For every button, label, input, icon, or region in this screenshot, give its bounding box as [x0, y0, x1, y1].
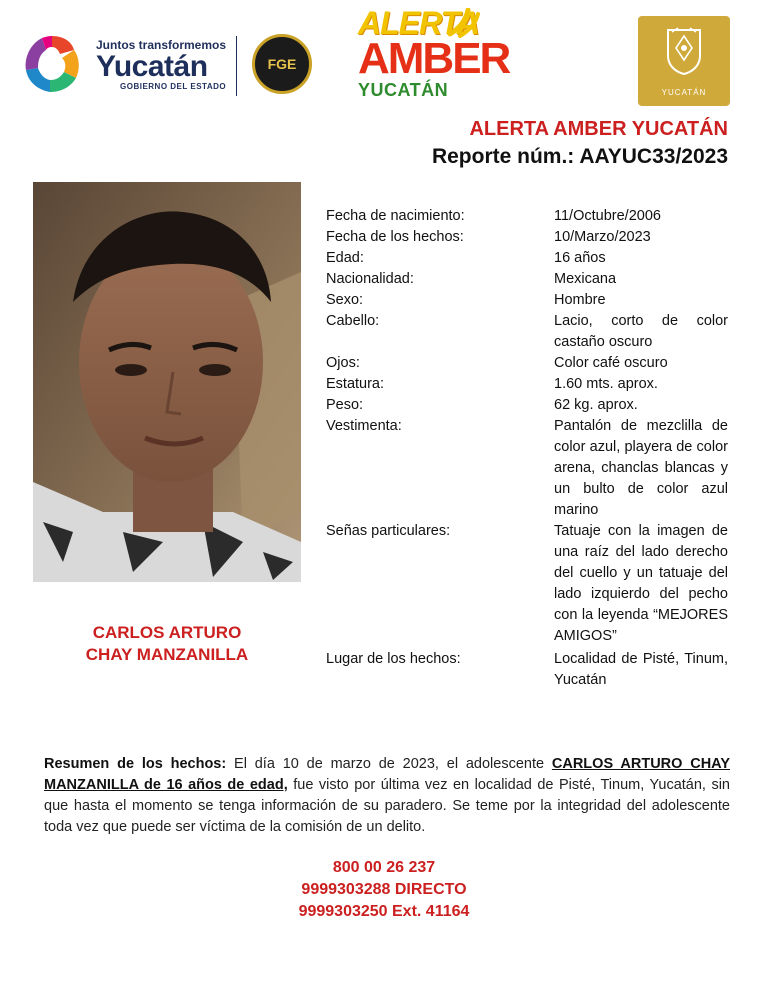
yucatan-colorful-mark-icon — [20, 32, 84, 96]
detail-label: Lugar de los hechos: — [326, 651, 461, 667]
detail-row-hair — [326, 311, 728, 353]
amber-logo-line2: AMBER — [358, 34, 510, 83]
summary-label: Resumen de los hechos: — [44, 756, 227, 772]
logo-divider — [236, 36, 237, 96]
yucatan-slogan: Juntos transformemos — [96, 38, 227, 52]
detail-label: Nacionalidad: — [326, 271, 414, 287]
detail-row-weight — [326, 395, 728, 416]
yucatan-state-shield-logo — [638, 16, 730, 106]
coat-of-arms-icon — [664, 26, 704, 76]
case-summary — [44, 754, 730, 838]
detail-label: Vestimenta: — [326, 418, 402, 434]
person-details — [326, 206, 728, 691]
detail-value: 10/Marzo/2023 — [554, 229, 651, 245]
detail-row-birthdate — [326, 206, 728, 227]
detail-label: Estatura: — [326, 376, 385, 392]
detail-value: 16 años — [554, 250, 606, 266]
detail-value: Lacio, corto de color castaño oscuro — [554, 313, 728, 350]
yucatan-text-block — [96, 38, 226, 91]
amber-logo-line1: ALERTA — [358, 5, 479, 41]
summary-highlight: CARLOS ARTURO CHAY MANZANILLA de 16 años de edad, — [44, 756, 730, 793]
detail-value: 62 kg. aprox. — [554, 397, 638, 413]
alert-title: ALERTA AMBER YUCATÁN — [469, 118, 728, 140]
detail-value: Pantalón de mezclilla de color azul, playera de color arena, chanclas blancas y un bulto de color azul marino — [554, 418, 728, 518]
missing-person-photo — [33, 182, 301, 582]
detail-label: Fecha de los hechos: — [326, 229, 464, 245]
detail-label: Cabello: — [326, 313, 380, 329]
contact-toll-free: 800 00 26 237 — [332, 859, 436, 876]
detail-value: Mexicana — [554, 271, 617, 287]
detail-row-clothing — [326, 416, 728, 521]
detail-row-event-location — [326, 649, 728, 691]
detail-value: Hombre — [554, 292, 606, 308]
alerta-amber-logo — [358, 5, 510, 113]
detail-value: Tatuaje con la imagen de una raíz del lado derecho del cuello y un tatuaje del lado izquierdo del pecho con la leyenda “MEJORES AMIGOS” — [554, 523, 728, 644]
detail-label: Edad: — [326, 250, 364, 266]
detail-row-age — [326, 248, 728, 269]
portrait-image — [33, 182, 301, 582]
detail-label: Señas particulares: — [326, 523, 451, 539]
detail-row-eyes — [326, 353, 728, 374]
detail-row-event-date — [326, 227, 728, 248]
fge-label: FGE — [267, 56, 297, 72]
fge-seal-icon — [252, 34, 312, 94]
amber-logo-line3: YUCATÁN — [358, 80, 449, 100]
yucatan-name: Yucatán — [96, 50, 208, 83]
name-line1: CARLOS ARTURO — [92, 623, 242, 642]
detail-label: Sexo: — [326, 292, 364, 308]
detail-row-distinguishing-marks — [326, 521, 728, 647]
detail-value: Color café oscuro — [554, 355, 668, 371]
detail-label: Ojos: — [326, 355, 360, 371]
yucatan-government-logo — [20, 32, 320, 102]
missing-person-name — [33, 622, 301, 666]
summary-text-start: El día 10 de marzo de 2023, el adolescente — [226, 756, 552, 772]
detail-row-sex — [326, 290, 728, 311]
shield-caption: YUCATÁN — [661, 88, 707, 97]
detail-label: Peso: — [326, 397, 364, 413]
signal-waves-icon — [446, 8, 486, 38]
detail-label: Fecha de nacimiento: — [326, 208, 465, 224]
detail-row-nationality — [326, 269, 728, 290]
detail-value: 11/Octubre/2006 — [554, 208, 661, 224]
yucatan-government-label: GOBIERNO DEL ESTADO — [120, 82, 227, 91]
name-line2: CHAY MANZANILLA — [85, 645, 249, 664]
summary-text-end: fue visto por última vez en localidad de Pisté, Tinum, Yucatán, sin que hasta el momento se tenga información de su paradero. Se teme por la integridad del adolescente toda vez que puede ser víctima de la comisión de un delito. — [44, 777, 730, 835]
detail-value: 1.60 mts. aprox. — [554, 376, 658, 392]
detail-row-height — [326, 374, 728, 395]
detail-value: Localidad de Pisté, Tinum, Yucatán — [554, 651, 728, 688]
contact-extension: 9999303250 Ext. 41164 — [298, 903, 470, 920]
report-number: Reporte núm.: AAYUC33/2023 — [431, 145, 728, 168]
contact-numbers — [0, 857, 768, 923]
contact-direct: 9999303288 DIRECTO — [301, 881, 467, 898]
